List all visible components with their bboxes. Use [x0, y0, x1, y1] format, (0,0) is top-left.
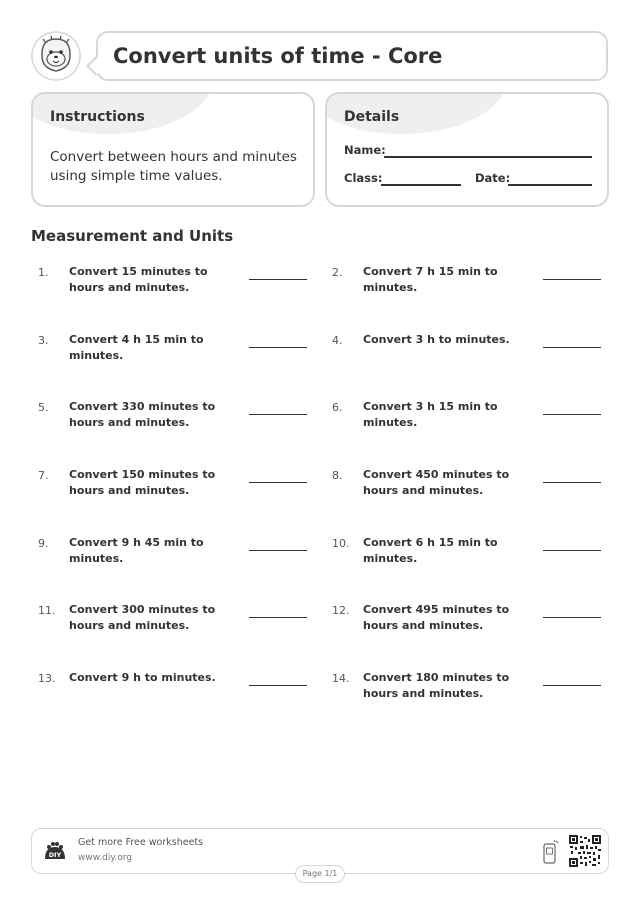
- question-text: Convert 15 minutes to hours and minutes.: [69, 265, 208, 294]
- section-title: Measurement and Units: [31, 227, 234, 245]
- diy-logo: [42, 839, 68, 865]
- question-text: Convert 7 h 15 min to minutes.: [363, 265, 498, 294]
- question-item: [38, 535, 318, 575]
- question-text: Convert 180 minutes to hours and minutes.: [363, 671, 510, 700]
- question-item: [38, 670, 318, 710]
- answer-line[interactable]: [543, 685, 601, 686]
- question-number: 4.: [332, 334, 343, 347]
- answer-line[interactable]: [543, 347, 601, 348]
- question-item: [332, 535, 612, 575]
- question-text: Convert 3 h to minutes.: [363, 333, 510, 346]
- instructions-heading: Instructions: [50, 109, 145, 125]
- answer-line[interactable]: [543, 414, 601, 415]
- question-text: Convert 450 minutes to hours and minutes.: [363, 468, 510, 497]
- question-number: 9.: [38, 537, 49, 550]
- question-item: [38, 602, 318, 642]
- question-item: [38, 332, 318, 372]
- question-number: 7.: [38, 469, 49, 482]
- monkey-face-icon: [30, 30, 82, 82]
- question-number: 10.: [332, 537, 350, 550]
- question-text: Convert 4 h 15 min to minutes.: [69, 333, 204, 362]
- question-item: [38, 264, 318, 304]
- answer-line[interactable]: [543, 279, 601, 280]
- question-text: Convert 330 minutes to hours and minutes.: [69, 400, 216, 429]
- question-number: 2.: [332, 266, 343, 279]
- answer-line[interactable]: [249, 482, 307, 483]
- question-text: Convert 150 minutes to hours and minutes.: [69, 468, 216, 497]
- question-number: 8.: [332, 469, 343, 482]
- answer-line[interactable]: [249, 685, 307, 686]
- question-number: 6.: [332, 401, 343, 414]
- answer-line[interactable]: [249, 617, 307, 618]
- question-item: [332, 264, 612, 304]
- speech-bubble-tail: [86, 56, 106, 76]
- question-item: [38, 399, 318, 439]
- worksheet-title: Convert units of time - Core: [113, 44, 443, 68]
- question-number: 14.: [332, 672, 350, 685]
- question-number: 13.: [38, 672, 56, 685]
- question-text: Convert 6 h 15 min to minutes.: [363, 536, 498, 565]
- answer-line[interactable]: [543, 617, 601, 618]
- question-item: [332, 399, 612, 439]
- question-text: Convert 495 minutes to hours and minutes.: [363, 603, 510, 632]
- diy-logo-text: DIY: [48, 851, 62, 859]
- question-item: [332, 467, 612, 507]
- details-card: [325, 92, 609, 207]
- class-label: Class:: [344, 171, 383, 185]
- instructions-text: Convert between hours and minutes using simple time values.: [50, 149, 297, 184]
- question-number: 11.: [38, 604, 56, 617]
- name-label: Name:: [344, 143, 386, 157]
- qr-code-icon: [569, 835, 601, 867]
- answer-line[interactable]: [249, 550, 307, 551]
- answer-line[interactable]: [249, 347, 307, 348]
- answer-line[interactable]: [543, 550, 601, 551]
- date-label: Date:: [475, 171, 511, 185]
- question-number: 1.: [38, 266, 49, 279]
- date-field[interactable]: [508, 184, 592, 186]
- title-banner: [96, 31, 608, 81]
- answer-line[interactable]: [543, 482, 601, 483]
- phone-scan-icon: [542, 839, 560, 865]
- question-number: 3.: [38, 334, 49, 347]
- question-item: [332, 332, 612, 372]
- question-number: 12.: [332, 604, 350, 617]
- question-item: [332, 670, 612, 710]
- question-text: Convert 9 h to minutes.: [69, 671, 216, 684]
- question-item: [38, 467, 318, 507]
- question-text: Convert 3 h 15 min to minutes.: [363, 400, 498, 429]
- question-text: Convert 300 minutes to hours and minutes.: [69, 603, 216, 632]
- question-text: Convert 9 h 45 min to minutes.: [69, 536, 204, 565]
- class-field[interactable]: [381, 184, 461, 186]
- instructions-card: [31, 92, 315, 207]
- answer-line[interactable]: [249, 414, 307, 415]
- footer-promo-text: Get more Free worksheets: [78, 837, 204, 848]
- answer-line[interactable]: [249, 279, 307, 280]
- question-number: 5.: [38, 401, 49, 414]
- footer-url-link[interactable]: www.diy.org: [78, 853, 132, 863]
- page-indicator: Page 1/1: [295, 865, 345, 883]
- question-item: [332, 602, 612, 642]
- details-heading: Details: [344, 109, 400, 125]
- name-field[interactable]: [384, 156, 592, 158]
